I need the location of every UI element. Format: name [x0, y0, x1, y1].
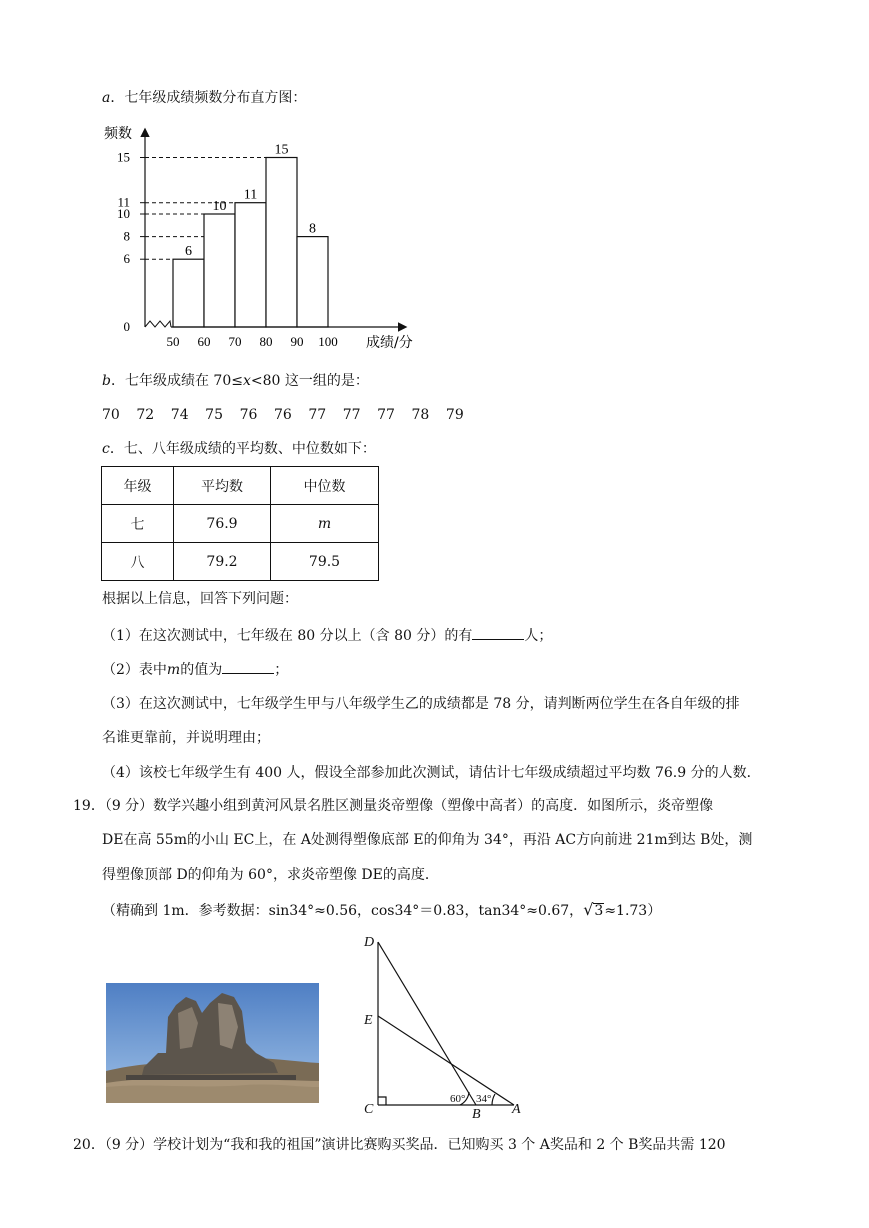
- bar-value-label: 11: [243, 187, 258, 203]
- q18-intro: 根据以上信息，回答下列问题：: [102, 591, 298, 607]
- table-header-cell: 年级: [102, 467, 174, 505]
- angle-B-label: 60°: [450, 1093, 466, 1105]
- point-B-label: B: [472, 1107, 481, 1118]
- x-tick-label: 50: [166, 334, 180, 349]
- x-tick-label: 80: [259, 334, 273, 349]
- q19-line1: 19．（9 分）数学兴趣小组到黄河风景名胜区测量炎帝塑像（塑像中高者）的高度．如图所示，炎帝塑像: [73, 798, 714, 814]
- angle-A-label: 34°: [476, 1093, 492, 1105]
- q18-part4: （4）该校七年级学生有 400 人，假设全部参加此次测试，请估计七年级成绩超过平均数 76.9 分的人数．: [102, 765, 761, 781]
- score-value: 79: [445, 407, 464, 423]
- score-value: 77: [377, 407, 395, 423]
- table-header-cell: 中位数: [271, 467, 379, 505]
- y-tick-label: 0: [123, 319, 130, 334]
- table-header-row: [102, 467, 379, 505]
- table-cell: m: [271, 505, 379, 543]
- answer-blank: [222, 659, 274, 674]
- q18-part1: （1）在这次测试中，七年级在 80 分以上（含 80 分）的有 人；: [102, 625, 552, 646]
- score-value: 78: [411, 407, 430, 423]
- answer-blank: [472, 625, 524, 640]
- table-row: [102, 505, 379, 543]
- bar-value-label: 6: [185, 244, 192, 260]
- histogram-bar: [297, 237, 328, 327]
- score-value: 76: [273, 407, 292, 423]
- y-tick-label: 8: [123, 228, 130, 244]
- bar-value-label: 10: [212, 199, 227, 214]
- geometry-diagram: [356, 930, 536, 1118]
- table-cell: 76.9: [174, 505, 271, 543]
- q20-line1: 20．（9 分）学校计划为“我和我的祖国”演讲比赛购买奖品．已知购买 3 个 A奖品和 2 个 B奖品共需 120: [73, 1137, 726, 1153]
- table-cell: 七: [102, 505, 174, 543]
- x-axis-label: 成绩/分: [366, 335, 413, 351]
- point-C-label: C: [364, 1102, 374, 1117]
- x-tick-label: 100: [318, 334, 338, 349]
- frequency-histogram: [100, 118, 440, 358]
- q19-reference-data: （精确到 1m．参考数据：sin34°≈0.56，cos34°＝0.83，tan34°≈0.67，√3≈1.73）: [102, 900, 662, 919]
- score-value: 77: [342, 407, 361, 423]
- y-tick-label: 15: [117, 149, 130, 165]
- q19-line2: DE在高 55m的小山 EC上，在 A处测得塑像底部 E的仰角为 34°，再沿 AC方向前进 21m到达 B处，测: [102, 832, 753, 848]
- section-c-heading: c．七、八年级成绩的平均数、中位数如下：: [102, 441, 376, 457]
- table-cell: 八: [102, 543, 174, 581]
- table-header-cell: 平均数: [174, 467, 271, 505]
- q18-part3-line1: （3）在这次测试中，七年级学生甲与八年级学生乙的成绩都是 78 分，请判断两位学生在各自年级的排: [102, 696, 740, 712]
- stats-table: [101, 466, 379, 581]
- bar-value-label: 8: [309, 221, 316, 237]
- score-value: 77: [308, 407, 327, 423]
- q18-part2: （2）表中m的值为 ；: [102, 659, 288, 680]
- section-b-heading: b．七年级成绩在 70≤x<80 这一组的是：: [102, 373, 369, 389]
- bar-value-label: 15: [274, 142, 289, 158]
- x-tick-label: 70: [228, 334, 242, 349]
- histogram-bar: [204, 214, 235, 327]
- score-value: 72: [136, 407, 155, 423]
- y-tick-label: 10: [117, 206, 130, 221]
- x-tick-label: 60: [197, 334, 211, 349]
- score-value: 74: [170, 407, 189, 423]
- score-value: 75: [205, 407, 223, 423]
- y-tick-label: 11: [117, 194, 130, 210]
- histogram-bar: [266, 158, 297, 328]
- x-tick-label: 90: [290, 334, 304, 349]
- point-D-label: D: [364, 935, 375, 950]
- point-A-label: A: [512, 1102, 521, 1117]
- point-E-label: E: [364, 1013, 373, 1028]
- axis-break: [145, 321, 171, 327]
- section-a-heading: a．七年级成绩频数分布直方图：: [102, 90, 307, 106]
- table-row: [102, 543, 379, 581]
- q19-line3: 得塑像顶部 D的仰角为 60°，求炎帝塑像 DE的高度．: [102, 867, 439, 883]
- histogram-bar: [235, 203, 266, 327]
- histogram-bar: [173, 259, 204, 327]
- score-list: [102, 405, 464, 425]
- table-cell: 79.2: [174, 543, 271, 581]
- statue-photo: [106, 983, 319, 1103]
- table-cell: 79.5: [271, 543, 379, 581]
- y-tick-label: 6: [123, 251, 130, 267]
- y-axis-label: 频数: [104, 126, 132, 142]
- score-value: 76: [239, 407, 258, 423]
- score-value: 70: [102, 407, 120, 423]
- q18-part3-line2: 名谁更靠前，并说明理由；: [102, 730, 270, 746]
